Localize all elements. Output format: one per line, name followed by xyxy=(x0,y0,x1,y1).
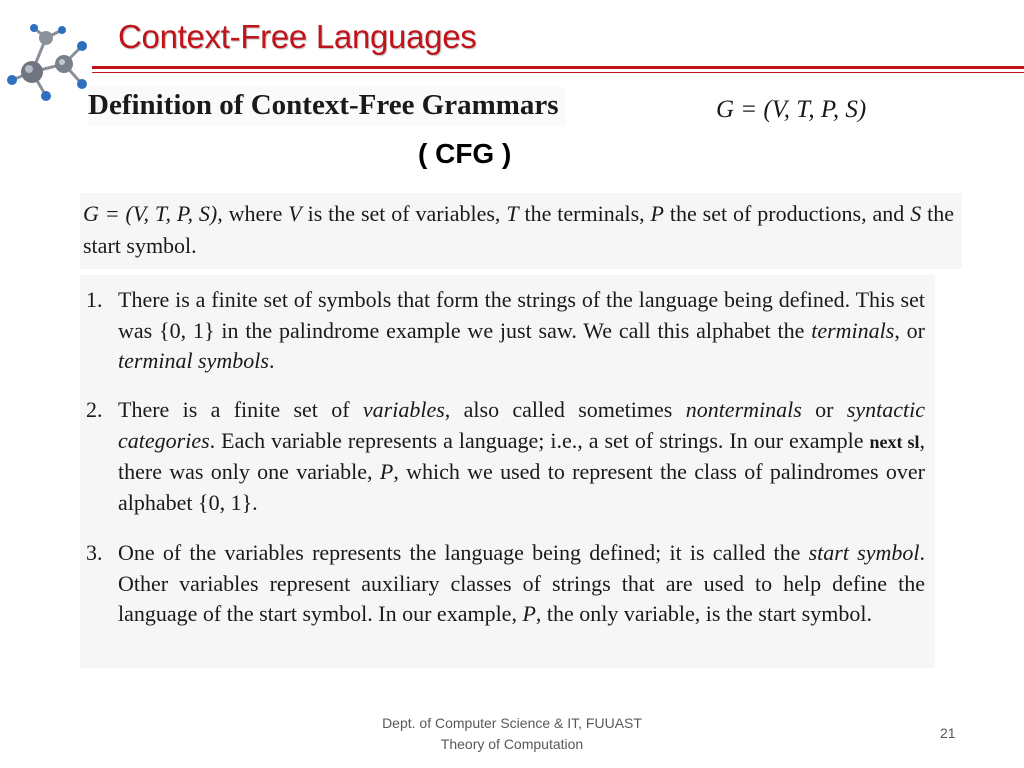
list-item-number: 2. xyxy=(86,397,103,422)
footer-department: Dept. of Computer Science & IT, FUUAST xyxy=(382,715,642,731)
components-list xyxy=(80,275,935,668)
molecule-logo-icon xyxy=(2,20,92,104)
footer xyxy=(312,713,712,755)
page-number: 21 xyxy=(940,725,956,741)
grammar-tuple: G = (V, T, P, S) xyxy=(716,96,867,123)
definition-text: G = (V, T, P, S), where V is the set of variables, T the terminals, P the set of productions, and S the start symbol. xyxy=(80,193,962,269)
list-item-text: One of the variables represents the language being defined; it is called the start symbol. Other variables represent auxiliary classes of strings that are used to help define the language of the start symbol. In our example, P, the only variable, is the start symbol. xyxy=(118,540,925,626)
definition-heading: Definition of Context-Free Grammars xyxy=(88,87,565,126)
slide-title: Context-Free Languages xyxy=(118,18,477,55)
title-rule-thin xyxy=(92,72,1024,73)
list-item-text: There is a finite set of variables, also called sometimes nonterminals or syntactic categories. Each variable represents a language; i.e., a set of strings. In our example next sl, there was only one variable, P, which we used to represent the class of palindromes over alphabet {0, 1}. xyxy=(118,397,926,515)
list-item-number: 1. xyxy=(86,287,103,312)
cfg-label: ( CFG ) xyxy=(418,138,512,169)
footer-course: Theory of Computation xyxy=(440,736,584,752)
list-item-text: There is a finite set of symbols that form the strings of the language being defined. This set was {0, 1} in the palindrome example we just saw. We call this alphabet the terminals, or terminal symbols. xyxy=(118,287,926,373)
next-slide-note: next sl xyxy=(869,431,920,452)
list-item-number: 3. xyxy=(86,540,103,565)
title-rule xyxy=(92,66,1024,69)
